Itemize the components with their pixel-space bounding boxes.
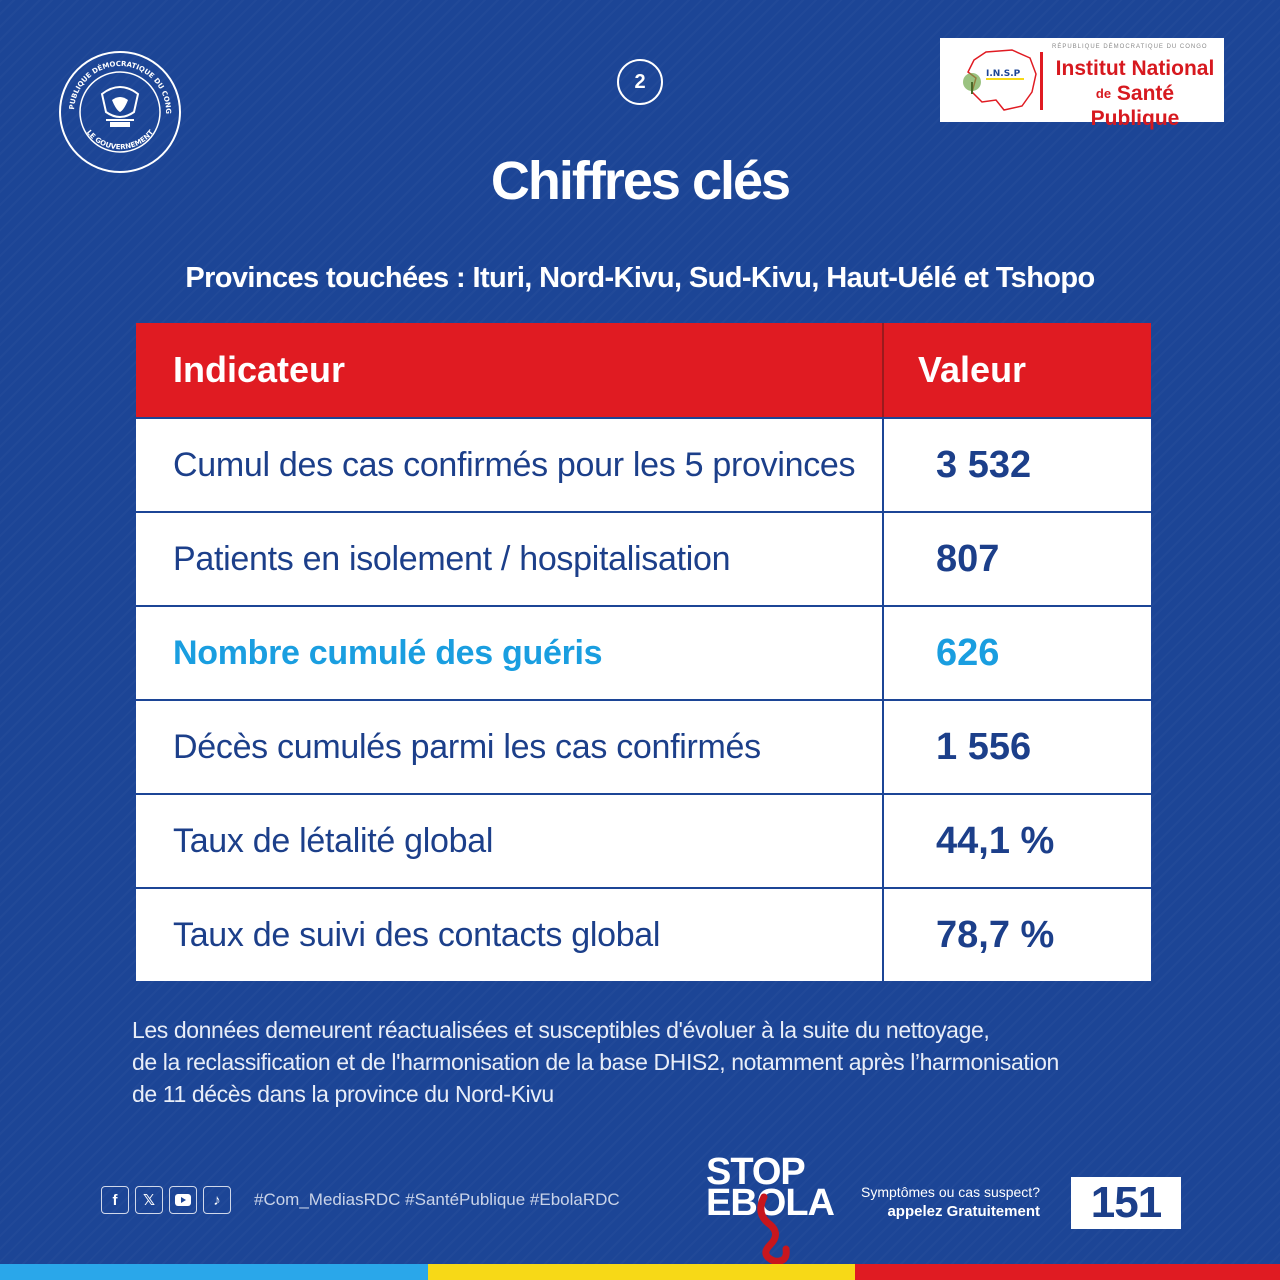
- insp-logo: [940, 38, 1224, 130]
- hotline-number[interactable]: 151: [1071, 1177, 1181, 1229]
- insp-acronym: I.N.S.P: [986, 69, 1021, 79]
- flag-stripe-yellow: [428, 1264, 855, 1280]
- value-cell: 3 532: [936, 443, 1032, 486]
- facebook-icon[interactable]: f: [101, 1186, 129, 1214]
- insp-separator: [1040, 52, 1043, 110]
- ebola-virus-icon: [750, 1193, 796, 1265]
- svg-text:LE GOUVERNEMENT: [85, 128, 156, 151]
- insp-name-line2: Santé Publique: [1090, 82, 1180, 130]
- table-row: [136, 417, 1151, 511]
- insp-name-de: de: [1095, 86, 1112, 101]
- value-cell: 626: [936, 631, 1000, 674]
- seal-bottom-text: LE GOUVERNEMENT: [84, 128, 156, 152]
- symptoms-line1: Symptômes ou cas suspect?: [861, 1184, 1040, 1200]
- seal-top-text: PUBLIQUE DÉMOCRATIQUE DU CONG: [68, 59, 173, 115]
- symptoms-callout: [858, 1182, 1040, 1222]
- page-title: Chiffres clés: [490, 151, 790, 211]
- column-header-indicator: Indicateur: [136, 323, 884, 417]
- value-cell: 807: [936, 537, 1000, 580]
- value-cell: 1 556: [936, 725, 1032, 768]
- flag-stripe: [0, 1264, 1280, 1280]
- indicator-cell: Décès cumulés parmi les cas confirmés: [136, 701, 884, 793]
- flag-stripe-red: [855, 1264, 1280, 1280]
- table-row: [136, 887, 1151, 981]
- insp-name: [1050, 56, 1220, 131]
- table-row-highlighted: [136, 605, 1151, 699]
- value-cell: 78,7 %: [936, 913, 1055, 956]
- table-row: [136, 511, 1151, 605]
- data-disclaimer-note: [132, 1014, 1172, 1110]
- hashtags: #Com_MediasRDC #SantéPublique #EbolaRDC: [254, 1190, 620, 1209]
- flag-stripe-blue: [0, 1264, 428, 1280]
- stop-ebola-line2: EBOLA: [706, 1182, 834, 1224]
- page-number: 2: [617, 59, 663, 105]
- indicator-cell: Taux de létalité global: [136, 795, 884, 887]
- stop-ebola-logo: [706, 1151, 846, 1267]
- indicator-cell: Patients en isolement / hospitalisation: [136, 513, 884, 605]
- indicator-cell: Nombre cumulé des guéris: [136, 607, 884, 699]
- insp-top-text: RÉPUBLIQUE DÉMOCRATIQUE DU CONGO: [1052, 44, 1208, 50]
- affected-provinces: Provinces touchées : Ituri, Nord-Kivu, Sud-Kivu, Haut-Uélé et Tshopo: [185, 262, 1095, 294]
- note-line: de 11 décès dans la province du Nord-Kivu: [132, 1081, 554, 1107]
- x-icon[interactable]: 𝕏: [135, 1186, 163, 1214]
- key-figures-table: [136, 323, 1151, 981]
- note-line: Les données demeurent réactualisées et susceptibles d'évoluer à la suite du nettoyage,: [132, 1017, 990, 1043]
- insp-name-line1: Institut National: [1055, 57, 1215, 80]
- table-header: [136, 323, 1151, 417]
- tiktok-icon[interactable]: ♪: [203, 1186, 231, 1214]
- stop-ebola-line1: STOP: [706, 1151, 805, 1193]
- indicator-cell: Cumul des cas confirmés pour les 5 provinces: [136, 419, 884, 511]
- note-line: de la reclassification et de l'harmonisation de la base DHIS2, notamment après l’harmonisation: [132, 1049, 1059, 1075]
- drc-map-icon: [952, 48, 1038, 112]
- youtube-icon[interactable]: [169, 1186, 197, 1214]
- value-cell: 44,1 %: [936, 819, 1055, 862]
- column-header-value: Valeur: [918, 349, 1027, 390]
- indicator-cell: Taux de suivi des contacts global: [136, 889, 884, 981]
- table-row: [136, 699, 1151, 793]
- symptoms-line2: appelez Gratuitement: [887, 1203, 1040, 1220]
- social-links: [101, 1186, 231, 1214]
- table-row: [136, 793, 1151, 887]
